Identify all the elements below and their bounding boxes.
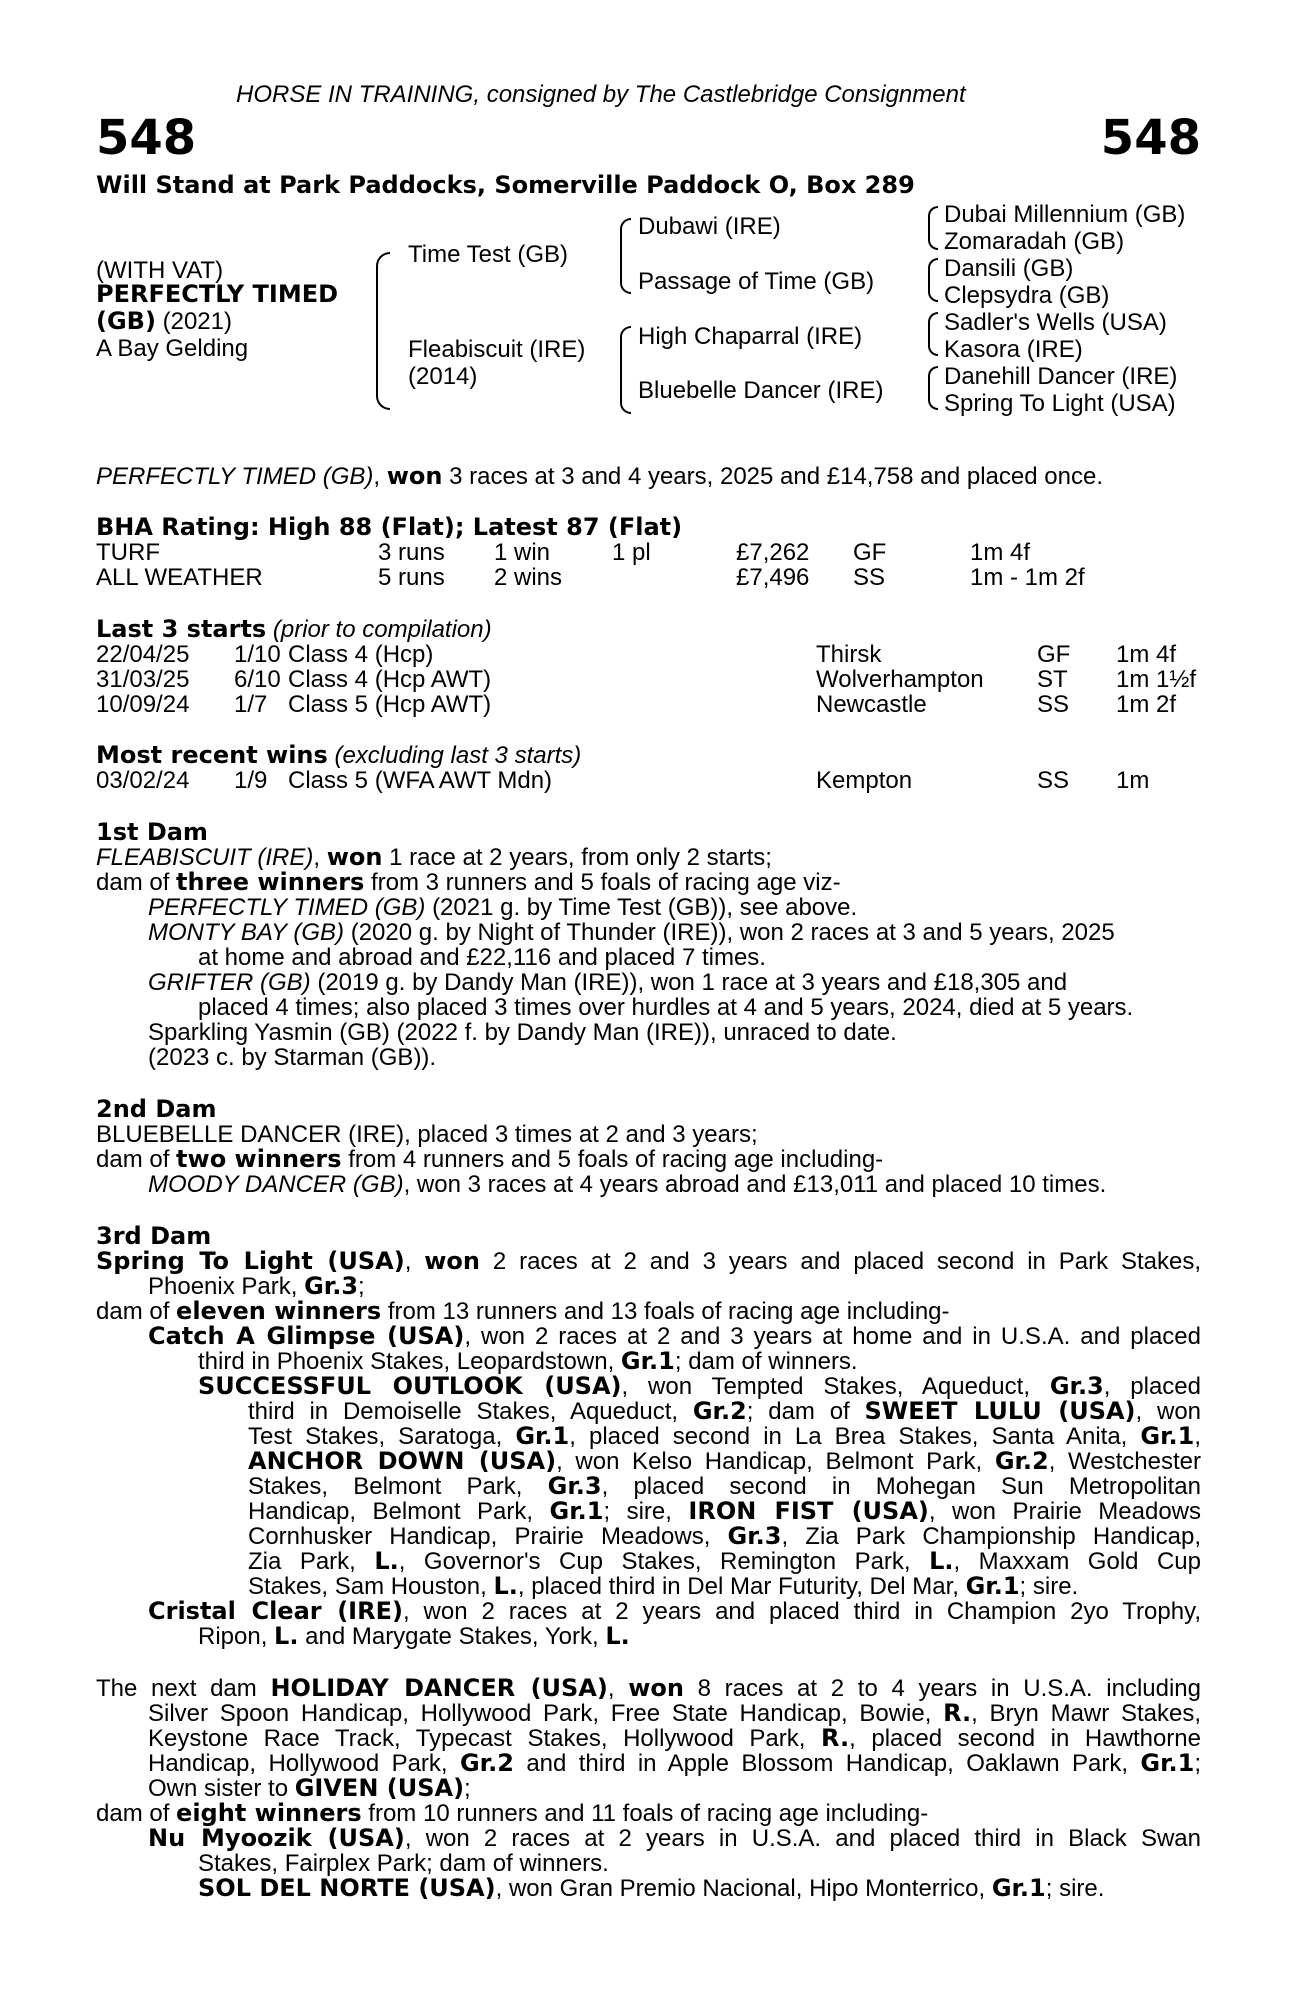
race-summary: PERFECTLY TIMED (GB), won 3 races at 3 and 4 years, 2025 and £14,758 and placed once.	[96, 462, 1103, 490]
win-date: 03/02/24	[96, 767, 190, 794]
pedigree-sire-sire: Dubawi (IRE)	[638, 213, 781, 240]
consignment-line: HORSE IN TRAINING, consigned by The Castlebridge Consignment	[236, 81, 966, 108]
dam3-line: Ripon, L. and Marygate Stakes, York, L.	[198, 1622, 630, 1650]
win-position: 1/9	[234, 767, 268, 794]
dam3-line: Stakes, Belmont Park, Gr.3, placed second in Mohegan Sun Metropolitan	[248, 1472, 1201, 1500]
pedigree-brace-ss	[928, 206, 938, 250]
dam3-line: Handicap, Belmont Park, Gr.1; sire, IRON FIST (USA), won Prairie Meadows	[248, 1497, 1202, 1525]
pedigree-sdd: Clepsydra (GB)	[944, 282, 1110, 309]
win-distance: 1m	[1116, 767, 1150, 794]
start-course: Wolverhampton	[816, 666, 984, 693]
dam3-line: Zia Park, L., Governor's Cup Stakes, Remington Park, L., Maxxam Gold Cup	[248, 1547, 1202, 1575]
dam3-line: Catch A Glimpse (USA), won 2 races at 2 and 3 years at home and in U.S.A. and placed	[148, 1322, 1201, 1350]
stand-location: Will Stand at Park Paddocks, Somerville Paddock O, Box 289	[96, 171, 915, 199]
dam3-line: SUCCESSFUL OUTLOOK (USA), won Tempted Stakes, Aqueduct, Gr.3, placed	[198, 1372, 1201, 1400]
dam3-line: Cristal Clear (IRE), won 2 races at 2 years and placed third in Champion 2yo Trophy,	[148, 1597, 1201, 1625]
dam1-line: FLEABISCUIT (IRE), won 1 race at 2 years, from only 2 starts;	[96, 843, 772, 871]
dam3-line: ANCHOR DOWN (USA), won Kelso Handicap, Belmont Park, Gr.2, Westchester	[248, 1447, 1201, 1475]
start-going: SS	[1037, 691, 1070, 718]
rating-wins: 2 wins	[494, 564, 563, 591]
nextdam-line: The next dam HOLIDAY DANCER (USA), won 8 races at 2 to 4 years in U.S.A. including	[96, 1674, 1202, 1702]
dam1-line: (2023 c. by Starman (GB)).	[148, 1044, 437, 1071]
pedigree-sds: Dansili (GB)	[944, 255, 1074, 282]
pedigree-sire: Time Test (GB)	[408, 241, 569, 268]
lot-number-left: 548	[96, 110, 197, 166]
rating-wins: 1 win	[494, 539, 551, 566]
nextdam-line: Silver Spoon Handicap, Hollywood Park, Free State Handicap, Bowie, R., Bryn Mawr Stakes,	[148, 1699, 1201, 1727]
pedigree-brace-dd	[928, 366, 938, 410]
pedigree-dam-dam: Bluebelle Dancer (IRE)	[638, 377, 884, 404]
start-distance: 1m 2f	[1116, 691, 1177, 718]
rating-placed: 1 pl	[612, 539, 651, 566]
rating-money: £7,496	[736, 564, 810, 591]
rating-runs: 5 runs	[378, 564, 445, 591]
start-course: Thirsk	[816, 641, 882, 668]
nextdam-line: Nu Myoozik (USA), won 2 races at 2 years in U.S.A. and placed third in Black Swan	[148, 1824, 1202, 1852]
pedigree-dam-sire: High Chaparral (IRE)	[638, 323, 863, 350]
rating-distance: 1m - 1m 2f	[970, 564, 1085, 591]
last3-heading: Last 3 starts (prior to compilation)	[96, 615, 492, 643]
nextdam-line: Stakes, Fairplex Park; dam of winners.	[198, 1850, 609, 1877]
start-position: 1/10	[234, 641, 281, 668]
start-going: ST	[1037, 666, 1068, 693]
rating-runs: 3 runs	[378, 539, 445, 566]
start-course: Newcastle	[816, 691, 927, 718]
win-going: SS	[1037, 767, 1070, 794]
dam1-line: MONTY BAY (GB) (2020 g. by Night of Thunder (IRE)), won 2 races at 3 and 5 years, 2025	[148, 919, 1115, 946]
rating-going: GF	[853, 539, 887, 566]
pedigree-dss: Sadler's Wells (USA)	[944, 309, 1167, 336]
pedigree-brace-gen1	[376, 252, 390, 410]
start-race: Class 4 (Hcp AWT)	[288, 666, 492, 693]
dam3-line: Spring To Light (USA), won 2 races at 2 and 3 years and placed second in Park Stakes,	[96, 1247, 1202, 1275]
win-course: Kempton	[816, 767, 913, 794]
win-race: Class 5 (WFA AWT Mdn)	[288, 767, 553, 794]
nextdam-line: SOL DEL NORTE (USA), won Gran Premio Nacional, Hipo Monterrico, Gr.1; sire.	[198, 1874, 1105, 1902]
dam2-line: MOODY DANCER (GB), won 3 races at 4 years abroad and £13,011 and placed 10 times.	[148, 1171, 1107, 1198]
rating-money: £7,262	[736, 539, 810, 566]
dam1-line: GRIFTER (GB) (2019 g. by Dandy Man (IRE)), won 1 race at 3 years and £18,305 and	[148, 969, 1068, 996]
pedigree-dsd: Kasora (IRE)	[944, 336, 1083, 363]
dam3-line: Cornhusker Handicap, Prairie Meadows, Gr.3, Zia Park Championship Handicap,	[248, 1522, 1201, 1550]
start-date: 22/04/25	[96, 641, 190, 668]
dam1-heading: 1st Dam	[96, 818, 208, 846]
recent-wins-heading: Most recent wins (excluding last 3 starts)	[96, 741, 582, 769]
pedigree-brace-ds	[928, 312, 938, 356]
dam1-line: at home and abroad and £22,116 and placed 7 times.	[198, 944, 766, 971]
pedigree-dds: Danehill Dancer (IRE)	[944, 363, 1178, 390]
start-date: 10/09/24	[96, 691, 190, 718]
dam2-line: dam of two winners from 4 runners and 5 foals of racing age including-	[96, 1145, 884, 1173]
nextdam-line: Own sister to GIVEN (USA);	[148, 1774, 471, 1802]
rating-distance: 1m 4f	[970, 539, 1031, 566]
start-race: Class 4 (Hcp)	[288, 641, 434, 668]
start-distance: 1m 1½f	[1116, 666, 1197, 693]
dam3-line: dam of eleven winners from 13 runners and 13 foals of racing age including-	[96, 1297, 950, 1325]
pedigree-dam-year: (2014)	[408, 363, 478, 390]
start-position: 1/7	[234, 691, 268, 718]
pedigree-brace-sd	[928, 258, 938, 302]
dam2-heading: 2nd Dam	[96, 1095, 217, 1123]
dam1-line: Sparkling Yasmin (GB) (2022 f. by Dandy Man (IRE)), unraced to date.	[148, 1019, 897, 1046]
pedigree-sire-dam: Passage of Time (GB)	[638, 268, 875, 295]
dam3-line: third in Demoiselle Stakes, Aqueduct, Gr.2; dam of SWEET LULU (USA), won	[248, 1397, 1202, 1425]
dam3-line: Phoenix Park, Gr.3;	[148, 1272, 365, 1300]
start-going: GF	[1037, 641, 1071, 668]
pedigree-dam: Fleabiscuit (IRE)	[408, 336, 586, 363]
dam1-line: dam of three winners from 3 runners and 5 foals of racing age viz-	[96, 868, 841, 896]
pedigree-brace-dam	[620, 326, 631, 414]
pedigree-ddd: Spring To Light (USA)	[944, 390, 1176, 417]
pedigree-ssd: Zomaradah (GB)	[944, 228, 1125, 255]
nextdam-line: dam of eight winners from 10 runners and 11 foals of racing age including-	[96, 1799, 929, 1827]
dam3-line: Test Stakes, Saratoga, Gr.1, placed second in La Brea Stakes, Santa Anita, Gr.1,	[248, 1422, 1202, 1450]
start-race: Class 5 (Hcp AWT)	[288, 691, 492, 718]
start-distance: 1m 4f	[1116, 641, 1177, 668]
pedigree-sss: Dubai Millennium (GB)	[944, 201, 1186, 228]
rating-title: BHA Rating: High 88 (Flat); Latest 87 (Flat)	[96, 513, 683, 541]
pedigree-brace-sire	[620, 218, 631, 294]
rating-going: SS	[853, 564, 886, 591]
rating-surface: TURF	[96, 539, 160, 566]
lot-number-right: 548	[1100, 110, 1201, 166]
dam3-heading: 3rd Dam	[96, 1222, 212, 1250]
start-date: 31/03/25	[96, 666, 190, 693]
dam2-line: BLUEBELLE DANCER (IRE), placed 3 times at 2 and 3 years;	[96, 1121, 758, 1148]
horse-description: A Bay Gelding	[96, 335, 249, 362]
dam1-line: PERFECTLY TIMED (GB) (2021 g. by Time Test (GB)), see above.	[148, 894, 858, 921]
horse-country-year: (GB) (2021)	[96, 307, 232, 335]
dam3-line: Stakes, Sam Houston, L., placed third in Del Mar Futurity, Del Mar, Gr.1; sire.	[248, 1572, 1079, 1600]
start-position: 6/10	[234, 666, 281, 693]
vat-note: (WITH VAT)	[96, 257, 224, 284]
rating-surface: ALL WEATHER	[96, 564, 263, 591]
dam1-line: placed 4 times; also placed 3 times over hurdles at 4 and 5 years, 2024, died at 5 years.	[198, 994, 1134, 1021]
nextdam-line: Keystone Race Track, Typecast Stakes, Hollywood Park, R., placed second in Hawthorne	[148, 1724, 1201, 1752]
horse-name: PERFECTLY TIMED	[96, 280, 339, 308]
nextdam-line: Handicap, Hollywood Park, Gr.2 and third in Apple Blossom Handicap, Oaklawn Park, Gr.1;	[148, 1749, 1201, 1777]
dam3-line: third in Phoenix Stakes, Leopardstown, Gr.1; dam of winners.	[198, 1347, 858, 1375]
